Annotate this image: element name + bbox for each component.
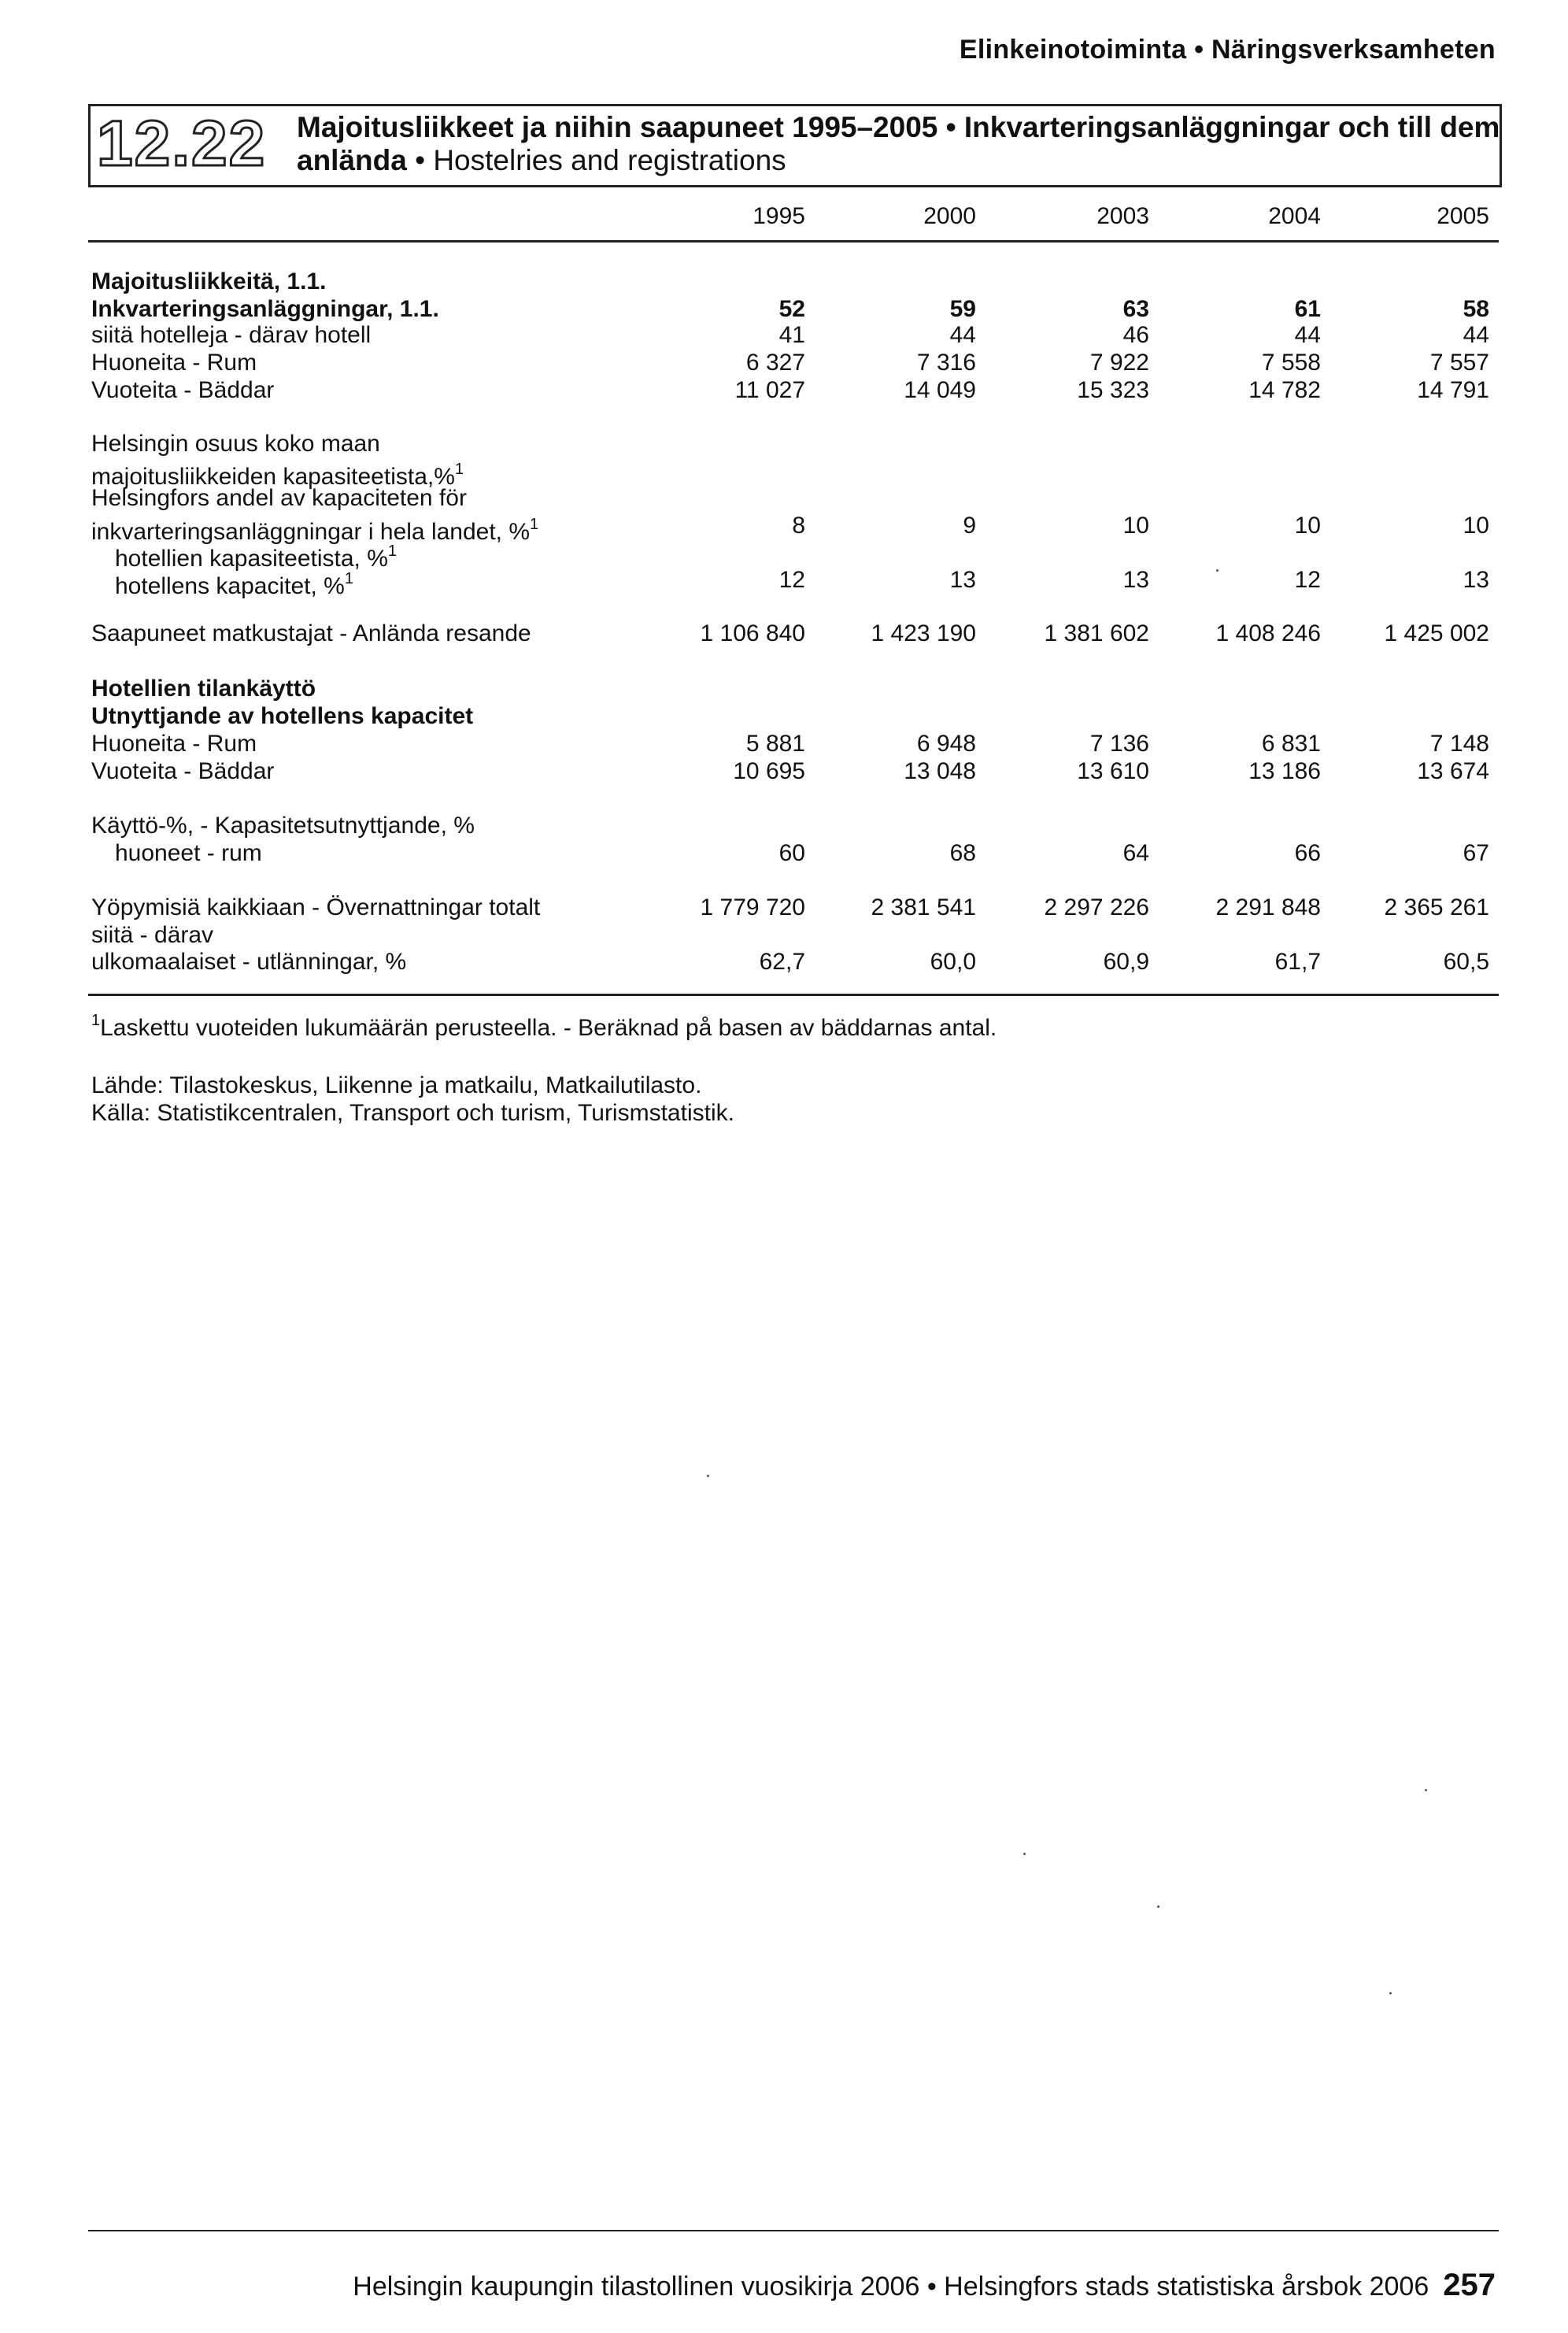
table-cell-2003: 7 922 (1089, 350, 1149, 376)
row-label-text: Käyttö-%, - Kapasitetsutnyttjande, % (91, 813, 475, 839)
table-cell-2000: 9 (963, 513, 976, 539)
table-cell-1995: 8 (792, 513, 805, 539)
table-cell-2003: 64 (1122, 840, 1149, 866)
table-cell-2003: 1 381 602 (1044, 620, 1149, 646)
table-cell-2004: 13 186 (1248, 758, 1321, 784)
page-footer (353, 2268, 1496, 2303)
table-cell-2000: 2 381 541 (871, 894, 976, 920)
table-cell-1995: 1 106 840 (700, 620, 805, 646)
table-cell-2000: 44 (949, 322, 976, 348)
row-label-text: hotellien kapasiteetista, % (115, 546, 388, 572)
row-label (91, 321, 371, 350)
table-cell-2004: 12 (1294, 567, 1321, 593)
row-label-text: ulkomaalaiset - utlänningar, % (91, 949, 407, 975)
table-cell-1995: 12 (778, 567, 805, 593)
row-label (91, 730, 257, 758)
table-cell-2004: 14 782 (1248, 377, 1321, 403)
table-cell-2000: 13 (949, 567, 976, 593)
table-cell-2004: 1 408 246 (1215, 620, 1321, 646)
row-label (91, 484, 467, 513)
row-label-text: Huoneita - Rum (91, 350, 257, 376)
table-cell-2005: 7 148 (1429, 731, 1489, 757)
footnote-marker: 1 (387, 543, 397, 560)
row-label-text: hotellens kapacitet, % (115, 573, 345, 599)
row-label (91, 921, 213, 950)
row-label (115, 839, 262, 868)
table-number: 12.22 (97, 108, 267, 180)
row-label-text: Vuoteita - Bäddar (91, 758, 275, 784)
table-cell-1995: 11 027 (734, 377, 805, 403)
scan-speck (707, 1475, 709, 1477)
row-label (91, 268, 326, 296)
footnote (91, 1013, 997, 1042)
table-cell-2005: 58 (1463, 296, 1489, 322)
table-cell-2005: 10 (1463, 513, 1489, 539)
header-rule (88, 240, 1499, 243)
scan-speck (1216, 569, 1219, 572)
table-cell-2005: 1 425 002 (1384, 620, 1489, 646)
title-line-2-rest: • Hostelries and registrations (406, 144, 786, 176)
table-cell-2003: 63 (1122, 296, 1149, 322)
table-cell-2003: 46 (1122, 322, 1149, 348)
footnote-marker: 1 (530, 516, 539, 533)
table-cell-2004: 61 (1294, 296, 1321, 322)
row-label-text: Inkvarteringsanläggningar, 1.1. (91, 296, 439, 322)
table-cell-2004: 66 (1294, 840, 1321, 866)
table-cell-1995: 52 (778, 296, 805, 322)
scan-speck (1023, 1853, 1026, 1855)
row-label (91, 675, 316, 703)
row-label-text: Helsingfors andel av kapaciteten för (91, 485, 467, 511)
table-cell-2005: 44 (1463, 322, 1489, 348)
table-cell-1995: 5 881 (745, 731, 805, 757)
table-cell-2003: 15 323 (1077, 377, 1149, 403)
table-cell-2005: 7 557 (1429, 350, 1489, 376)
table-cell-2000: 14 049 (904, 377, 976, 403)
table-cell-1995: 6 327 (745, 350, 805, 376)
scan-speck (1157, 1905, 1159, 1908)
running-header: Elinkeinotoiminta • Näringsverksamheten (959, 35, 1496, 65)
table-bottom-rule (88, 994, 1499, 996)
row-label-text: Majoitusliikkeitä, 1.1. (91, 268, 327, 294)
row-label-text: inkvarteringsanläggningar i hela landet, % (91, 519, 531, 545)
footnote-marker: 1 (454, 461, 464, 478)
column-header-2004: 2004 (1268, 203, 1321, 229)
table-cell-2005: 60,5 (1443, 949, 1489, 975)
row-label-text: Hotellien tilankäyttö (91, 676, 316, 702)
table-cell-2000: 7 316 (916, 350, 976, 376)
row-label-text: Utnyttjande av hotellens kapacitet (91, 703, 474, 729)
table-cell-2004: 2 291 848 (1215, 894, 1321, 920)
table-cell-2000: 1 423 190 (871, 620, 976, 646)
row-label (91, 376, 274, 405)
row-label-text: Huoneita - Rum (91, 731, 257, 757)
row-label (91, 948, 406, 976)
footnote-marker: 1 (91, 1012, 101, 1029)
table-cell-1995: 10 695 (733, 758, 805, 784)
row-label-text: majoitusliikkeiden kapasiteetista,% (91, 464, 455, 490)
row-label (91, 430, 380, 458)
scan-speck (1425, 1789, 1427, 1791)
table-cell-2004: 10 (1294, 513, 1321, 539)
table-cell-2000: 59 (949, 296, 976, 322)
table-cell-2004: 6 831 (1261, 731, 1321, 757)
table-cell-2005: 13 674 (1417, 758, 1489, 784)
table-cell-2003: 60,9 (1103, 949, 1149, 975)
column-header-2005: 2005 (1437, 203, 1489, 229)
row-label-text: Saapuneet matkustajat - Anlända resande (91, 620, 531, 646)
footnote-marker: 1 (344, 570, 353, 587)
table-cell-2003: 13 (1122, 567, 1149, 593)
table-cell-2000: 60,0 (930, 949, 976, 975)
column-header-1995: 1995 (753, 203, 805, 229)
footnote-text: Laskettu vuoteiden lukumäärän perusteella. - Beräknad på basen av bäddarnas antal. (100, 1015, 997, 1041)
row-label (91, 349, 257, 377)
table-cell-2005: 67 (1463, 840, 1489, 866)
table-cell-2004: 7 558 (1261, 350, 1321, 376)
row-label (91, 295, 439, 324)
row-label-text: huoneet - rum (115, 840, 262, 866)
row-label (91, 757, 274, 786)
row-label (91, 894, 540, 922)
table-cell-2005: 13 (1463, 567, 1489, 593)
table-cell-2005: 2 365 261 (1384, 894, 1489, 920)
row-label-text: Helsingin osuus koko maan (91, 431, 380, 457)
column-header-2000: 2000 (923, 203, 976, 229)
title-line-2-bold: anlända (297, 144, 407, 176)
table-cell-2000: 68 (949, 840, 976, 866)
table-cell-2004: 61,7 (1274, 949, 1321, 975)
table-cell-2003: 13 610 (1077, 758, 1149, 784)
table-cell-2000: 6 948 (916, 731, 976, 757)
row-label-text: siitä hotelleja - därav hotell (91, 322, 372, 348)
column-header-2003: 2003 (1096, 203, 1149, 229)
table-cell-1995: 41 (778, 322, 805, 348)
table-title-box (88, 104, 1502, 187)
source-sv: Källa: Statistikcentralen, Transport och turism, Turismstatistik. (91, 1100, 734, 1126)
source-fi: Lähde: Tilastokeskus, Liikenne ja matkailu, Matkailutilasto. (91, 1072, 702, 1098)
row-label-text: siitä - därav (91, 922, 214, 948)
table-title-line-1: Majoitusliikkeet ja niihin saapuneet 1995–2005 • Inkvarteringsanläggningar och till dem (297, 111, 1500, 143)
row-label (91, 812, 475, 840)
table-cell-2004: 44 (1294, 322, 1321, 348)
table-title-line-2 (297, 144, 786, 177)
row-label (91, 702, 473, 731)
row-label (115, 566, 353, 601)
footer-text: Helsingin kaupungin tilastollinen vuosikirja 2006 • Helsingfors stads statistiska årsbok 2006 (353, 2272, 1429, 2302)
table-cell-1995: 60 (778, 840, 805, 866)
row-label-text: Yöpymisiä kaikkiaan - Övernattningar totalt (91, 894, 541, 920)
table-cell-2000: 13 048 (904, 758, 976, 784)
table-cell-2003: 7 136 (1089, 731, 1149, 757)
table-cell-2005: 14 791 (1417, 377, 1489, 403)
row-label-text: Vuoteita - Bäddar (91, 377, 275, 403)
table-cell-2003: 10 (1122, 513, 1149, 539)
table-cell-2003: 2 297 226 (1044, 894, 1149, 920)
table-cell-1995: 1 779 720 (700, 894, 805, 920)
scan-speck (1389, 1992, 1392, 1994)
footer-rule (88, 2230, 1499, 2231)
page-number: 257 (1443, 2268, 1496, 2302)
table-cell-1995: 62,7 (759, 949, 805, 975)
row-label (91, 620, 531, 648)
